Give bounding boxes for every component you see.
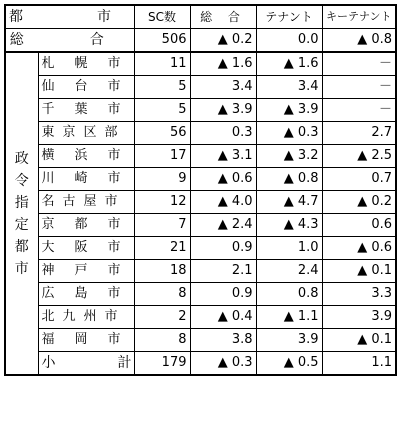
city-key: 3.9 — [322, 306, 396, 329]
group-label-char: 市 — [14, 260, 29, 277]
city-tenant: 3.9 — [256, 329, 322, 352]
city-key: 0.6 — [322, 214, 396, 237]
header-tenant: テナント — [256, 5, 322, 29]
city-key: － — [322, 52, 396, 76]
city-overall: 2.1 — [190, 260, 256, 283]
city-key: － — [322, 76, 396, 99]
city-name: 横浜市 — [38, 145, 134, 168]
city-key: 0.7 — [322, 168, 396, 191]
city-name: 仙台市 — [38, 76, 134, 99]
city-key: ▲ 0.1 — [322, 329, 396, 352]
city-tenant: ▲ 0.3 — [256, 122, 322, 145]
city-tenant: 1.0 — [256, 237, 322, 260]
header-row — [5, 5, 396, 29]
city-sc: 17 — [134, 145, 190, 168]
city-name: 北九州市 — [38, 306, 134, 329]
city-overall: ▲ 4.0 — [190, 191, 256, 214]
city-row — [5, 260, 396, 283]
subtotal-tenant: ▲ 0.5 — [256, 352, 322, 376]
city-tenant: 3.4 — [256, 76, 322, 99]
header-key-tenant: キーテナント — [322, 5, 396, 29]
city-overall: ▲ 3.1 — [190, 145, 256, 168]
city-overall: 0.3 — [190, 122, 256, 145]
total-key: ▲ 0.8 — [322, 29, 396, 53]
header-region: 都 市 — [5, 5, 134, 29]
city-key: ▲ 0.2 — [322, 191, 396, 214]
city-row — [5, 214, 396, 237]
city-name: 名古屋市 — [38, 191, 134, 214]
city-sc: 5 — [134, 76, 190, 99]
subtotal-sc: 179 — [134, 352, 190, 376]
city-tenant: ▲ 3.9 — [256, 99, 322, 122]
city-row — [5, 237, 396, 260]
subtotal-overall: ▲ 0.3 — [190, 352, 256, 376]
header-sc-count: SC数 — [134, 5, 190, 29]
city-key: 2.7 — [322, 122, 396, 145]
city-name: 福岡市 — [38, 329, 134, 352]
group-label-char: 令 — [14, 172, 29, 189]
total-sc: 506 — [134, 29, 190, 53]
city-key: ▲ 2.5 — [322, 145, 396, 168]
city-sc: 2 — [134, 306, 190, 329]
city-name: 千葉市 — [38, 99, 134, 122]
city-sc: 11 — [134, 52, 190, 76]
designated-city-group-label — [5, 52, 38, 375]
city-row — [5, 52, 396, 76]
city-row — [5, 76, 396, 99]
city-overall: ▲ 0.4 — [190, 306, 256, 329]
city-row — [5, 145, 396, 168]
total-tenant: 0.0 — [256, 29, 322, 53]
city-overall: ▲ 3.9 — [190, 99, 256, 122]
city-name: 京都市 — [38, 214, 134, 237]
city-overall: ▲ 2.4 — [190, 214, 256, 237]
city-sc: 8 — [134, 329, 190, 352]
city-row — [5, 306, 396, 329]
city-tenant: ▲ 1.1 — [256, 306, 322, 329]
city-sc: 18 — [134, 260, 190, 283]
city-tenant: 0.8 — [256, 283, 322, 306]
city-overall: 3.8 — [190, 329, 256, 352]
total-label: 総 合 — [5, 29, 134, 53]
city-overall: ▲ 1.6 — [190, 52, 256, 76]
city-sc: 12 — [134, 191, 190, 214]
city-overall: 0.9 — [190, 283, 256, 306]
group-label-char: 政 — [14, 150, 29, 167]
group-label-char: 指 — [14, 194, 29, 211]
total-row — [5, 29, 396, 53]
city-sc: 8 — [134, 283, 190, 306]
city-overall: 3.4 — [190, 76, 256, 99]
city-row — [5, 283, 396, 306]
city-tenant: ▲ 0.8 — [256, 168, 322, 191]
city-tenant: ▲ 3.2 — [256, 145, 322, 168]
sales-change-table — [4, 4, 397, 376]
subtotal-label: 小 計 — [38, 352, 134, 376]
city-key: 3.3 — [322, 283, 396, 306]
city-row — [5, 191, 396, 214]
city-name: 神戸市 — [38, 260, 134, 283]
city-sc: 9 — [134, 168, 190, 191]
subtotal-key: 1.1 — [322, 352, 396, 376]
city-sc: 21 — [134, 237, 190, 260]
city-key: － — [322, 99, 396, 122]
city-row — [5, 99, 396, 122]
city-name: 札幌市 — [38, 52, 134, 76]
city-name: 川崎市 — [38, 168, 134, 191]
city-key: ▲ 0.6 — [322, 237, 396, 260]
city-row — [5, 122, 396, 145]
city-sc: 56 — [134, 122, 190, 145]
group-label-char: 定 — [14, 216, 29, 233]
header-overall: 総 合 — [190, 5, 256, 29]
city-tenant: ▲ 4.7 — [256, 191, 322, 214]
city-row — [5, 168, 396, 191]
city-name: 大阪市 — [38, 237, 134, 260]
city-overall: 0.9 — [190, 237, 256, 260]
total-overall: ▲ 0.2 — [190, 29, 256, 53]
subtotal-row — [5, 352, 396, 376]
city-name: 東京区部 — [38, 122, 134, 145]
city-name: 広島市 — [38, 283, 134, 306]
city-overall: ▲ 0.6 — [190, 168, 256, 191]
city-tenant: ▲ 1.6 — [256, 52, 322, 76]
group-label-char: 都 — [14, 238, 29, 255]
city-tenant: 2.4 — [256, 260, 322, 283]
city-key: ▲ 0.1 — [322, 260, 396, 283]
city-sc: 7 — [134, 214, 190, 237]
city-sc: 5 — [134, 99, 190, 122]
city-tenant: ▲ 4.3 — [256, 214, 322, 237]
city-row — [5, 329, 396, 352]
